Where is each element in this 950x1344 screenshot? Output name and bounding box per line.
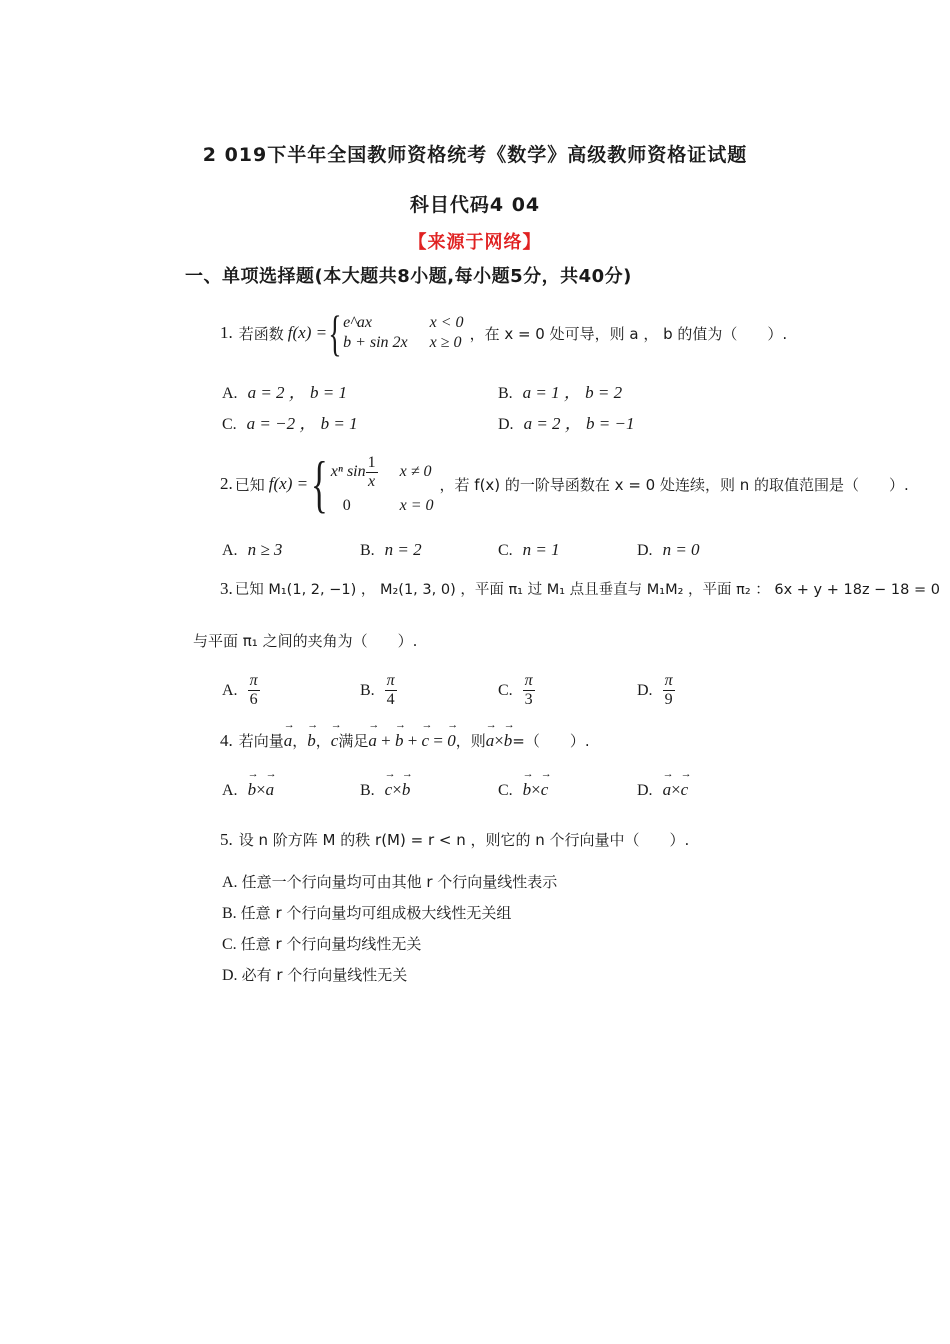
question-text: 已知: [234, 475, 265, 494]
question-3-continued: [193, 630, 417, 651]
left-brace: {: [328, 305, 342, 361]
option-d[interactable]: D. $\frac{\pi}{9}$: [637, 672, 673, 708]
function-def: f(x) =: [287, 323, 328, 342]
case-expr: xⁿ sin $\frac{1}{x}$: [330, 453, 376, 490]
option-a[interactable]: A. n ≥ 3: [222, 540, 283, 559]
fraction: $\frac{\pi}{4}$: [386, 672, 395, 708]
option-b[interactable]: B. $\frac{\pi}{4}$: [360, 672, 395, 708]
case-cond: x ≥ 0: [429, 334, 462, 351]
vector-b: → b: [307, 731, 316, 751]
option-b[interactable]: B. n = 2: [360, 540, 422, 559]
source-note: 【来源于网络】: [408, 232, 542, 253]
section-heading: 一、单项选择题(本大题共8小题,每小题5分，共40分): [185, 266, 632, 287]
vector-c: → c: [331, 731, 339, 751]
case-expr: 0: [342, 496, 351, 514]
option-a[interactable]: A. $\frac{\pi}{6}$: [222, 672, 258, 708]
question-tail: ，若 f(x) 的一阶导函数在 x = 0 处连续，则 n 的取值范围是（ ）.: [439, 475, 909, 494]
question-number: 1.: [220, 323, 233, 342]
question-text: 设 n 阶方阵 M 的秩 r(M) = r < n ，则它的 n 个行向量中（ ）.: [238, 831, 690, 849]
option-c[interactable]: C. 任意 r 个行向量均线性无关: [222, 935, 422, 953]
vector-a: → a: [284, 731, 293, 751]
piecewise-cases: [331, 454, 434, 515]
question-number: 2.: [220, 474, 233, 493]
option-d[interactable]: D.→ a×→ c: [637, 780, 688, 800]
option-c[interactable]: C. a = −2 ， b = 1: [222, 414, 358, 433]
question-tail: ，在 x = 0 处可导，则 a ， b 的值为（ ）.: [469, 324, 788, 343]
option-d[interactable]: D. 必有 r 个行向量线性无关: [222, 966, 408, 984]
option-c[interactable]: C. $\frac{\pi}{3}$: [498, 672, 533, 708]
question-5: [220, 829, 689, 850]
question-text: 若向量: [238, 732, 284, 750]
function-def: f(x) =: [268, 474, 309, 493]
subject-code: 科目代码4 04: [409, 194, 541, 216]
fraction: $\frac{\pi}{6}$: [249, 672, 258, 708]
left-brace: {: [310, 448, 328, 519]
piecewise-cases: [343, 314, 463, 352]
option-a[interactable]: A.→ b×→ a: [222, 780, 274, 800]
fraction: $\frac{1}{x}$: [367, 453, 376, 490]
zero-vector: → 0: [447, 731, 456, 751]
question-number: 3.: [220, 578, 233, 598]
question-number: 4.: [220, 730, 233, 750]
question-2: [220, 448, 909, 519]
option-b[interactable]: B. a = 1 ， b = 2: [498, 383, 623, 402]
question-number: 5.: [220, 829, 233, 849]
question-text: 若函数: [238, 324, 284, 343]
case-expr: e^ax: [343, 314, 373, 331]
option-c[interactable]: C.→ b×→ c: [498, 780, 548, 800]
option-a[interactable]: A. 任意一个行向量均可由其他 r 个行向量线性表示: [222, 873, 558, 891]
option-a[interactable]: A. a = 2 ， b = 1: [222, 383, 348, 402]
option-d[interactable]: D. a = 2 ， b = −1: [498, 414, 635, 433]
question-text: 与平面 π₁ 之间的夹角为（ ）.: [193, 632, 418, 650]
option-b[interactable]: B.→ c×→ b: [360, 780, 410, 800]
case-cond: x < 0: [429, 314, 464, 331]
case-expr: b + sin 2x: [343, 334, 408, 351]
question-3: [220, 578, 940, 599]
option-c[interactable]: C. n = 1: [498, 540, 560, 559]
exam-title: 2 019下半年全国教师资格统考《数学》高级教师资格证试题: [202, 144, 748, 166]
fraction: $\frac{\pi}{9}$: [664, 672, 673, 708]
question-4: 4. 若向量 → a ， → b ， → c 满足 → a + → b + → c = → 0 ，则 → a × → b =（ ）.: [220, 730, 590, 751]
question-1: [220, 305, 788, 361]
case-cond: x ≠ 0: [399, 463, 432, 480]
fraction: $\frac{\pi}{3}$: [524, 672, 533, 708]
option-b[interactable]: B. 任意 r 个行向量均可组成极大线性无关组: [222, 904, 512, 922]
option-d[interactable]: D. n = 0: [637, 540, 700, 559]
question-text: 已知 M₁(1, 2, −1) ， M₂(1, 3, 0) ，平面 π₁ 过 M₁ 点且垂直与 M₁M₂ ，平面 π₂ ： 6x + y + 18z − 18 = 0: [234, 582, 940, 598]
case-cond: x = 0: [399, 496, 434, 514]
